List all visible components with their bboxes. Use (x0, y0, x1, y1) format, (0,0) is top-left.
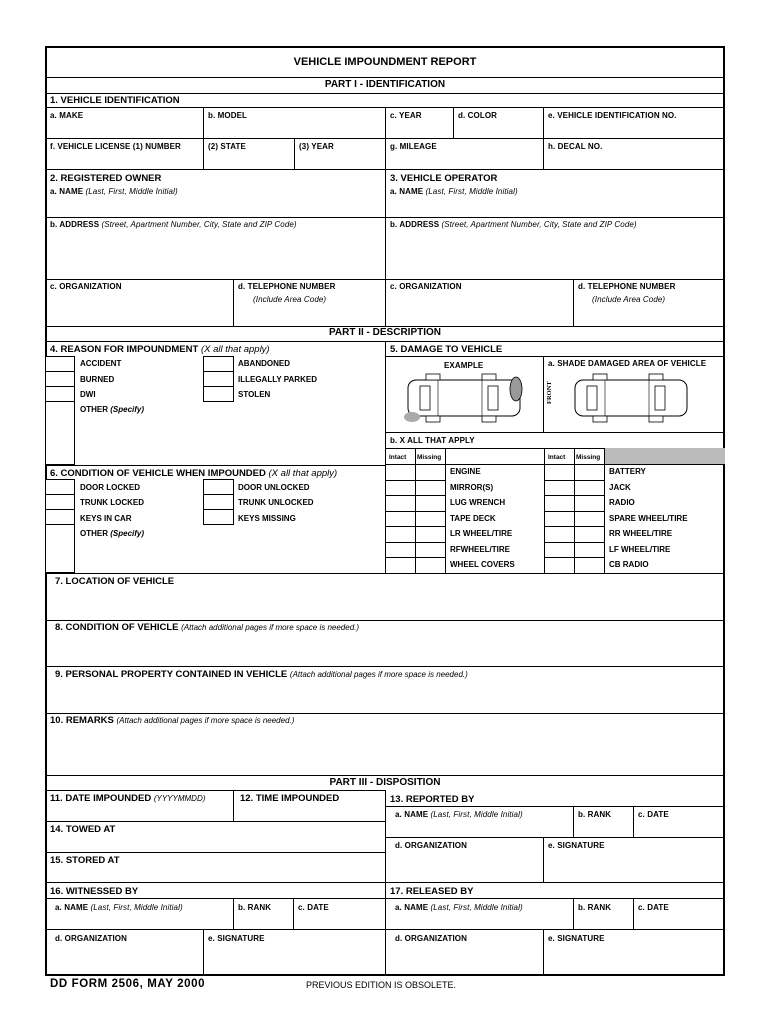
item-lug-wrench[interactable]: LUG WRENCH (450, 498, 506, 507)
item-battery[interactable]: BATTERY (609, 467, 646, 476)
license-year-field[interactable]: (3) YEAR (299, 142, 334, 151)
decal-field[interactable]: h. DECAL NO. (548, 142, 603, 151)
reported-org-field[interactable]: d. ORGANIZATION (395, 841, 468, 850)
cond-keys-missing[interactable]: KEYS MISSING (238, 514, 296, 523)
s4-heading: 4. REASON FOR IMPOUNDMENT (X all that apply) (50, 344, 270, 355)
form-number: DD FORM 2506, MAY 2000 (50, 978, 206, 990)
part1-heading: PART I - IDENTIFICATION (324, 79, 446, 90)
s17-heading: 17. RELEASED BY (390, 886, 474, 897)
owner-address-field[interactable]: b. ADDRESS (Street, Apartment Number, City, State and ZIP Code) (50, 220, 297, 229)
model-field[interactable]: b. MODEL (208, 111, 248, 120)
item-spare-wheel[interactable]: SPARE WHEEL/TIRE (609, 514, 688, 523)
reported-signature-field[interactable]: e. SIGNATURE (548, 841, 605, 850)
make-field[interactable]: a. MAKE (50, 111, 84, 120)
year-field[interactable]: c. YEAR (390, 111, 422, 120)
operator-org-field[interactable]: c. ORGANIZATION (390, 282, 462, 291)
released-org-field[interactable]: d. ORGANIZATION (395, 934, 468, 943)
witness-date-field[interactable]: c. DATE (298, 903, 329, 912)
obsolete-note: PREVIOUS EDITION IS OBSOLETE. (306, 980, 457, 990)
reported-date-field[interactable]: c. DATE (638, 810, 669, 819)
personal-property-field[interactable]: 9. PERSONAL PROPERTY CONTAINED IN VEHICLE (Attach additional pages if more space is needed.) (55, 669, 468, 680)
witness-rank-field[interactable]: b. RANK (238, 903, 272, 912)
s5-heading: 5. DAMAGE TO VEHICLE (390, 344, 503, 355)
item-mirrors[interactable]: MIRROR(S) (450, 483, 494, 492)
owner-phone-hint: (Include Area Code) (253, 295, 327, 304)
time-impounded-field[interactable]: 12. TIME IMPOUNDED (240, 793, 340, 804)
s3-heading: 3. VEHICLE OPERATOR (390, 173, 498, 184)
released-name-field[interactable]: a. NAME (Last, First, Middle Initial) (395, 903, 523, 912)
front-label: FRONT (546, 381, 553, 404)
license-state-field[interactable]: (2) STATE (208, 142, 246, 151)
stored-at-field[interactable]: 15. STORED AT (50, 855, 120, 866)
date-impounded-field[interactable]: 11. DATE IMPOUNDED (YYYYMMDD) (50, 793, 206, 804)
mileage-field[interactable]: g. MILEAGE (390, 142, 437, 151)
s16-heading: 16. WITNESSED BY (50, 886, 139, 897)
reason-dwi[interactable]: DWI (80, 390, 96, 399)
item-radio[interactable]: RADIO (609, 498, 635, 507)
s2-heading: 2. REGISTERED OWNER (50, 173, 162, 184)
intact-header-right: Intact (548, 454, 566, 461)
owner-org-field[interactable]: c. ORGANIZATION (50, 282, 122, 291)
part2-heading: PART II - DESCRIPTION (328, 327, 442, 338)
license-number-field[interactable]: f. VEHICLE LICENSE (1) NUMBER (50, 142, 181, 151)
released-signature-field[interactable]: e. SIGNATURE (548, 934, 605, 943)
condition-field[interactable]: 8. CONDITION OF VEHICLE (Attach additional pages if more space is needed.) (55, 622, 360, 633)
item-tape-deck[interactable]: TAPE DECK (450, 514, 496, 523)
cond-trunk-unlocked[interactable]: TRUNK UNLOCKED (238, 498, 314, 507)
witness-name-field[interactable]: a. NAME (Last, First, Middle Initial) (55, 903, 183, 912)
item-lr-wheel[interactable]: LR WHEEL/TIRE (450, 529, 513, 538)
item-engine[interactable]: ENGINE (450, 467, 481, 476)
damage-xall-label: b. X ALL THAT APPLY (390, 436, 475, 445)
item-jack[interactable]: JACK (609, 483, 631, 492)
remarks-field[interactable]: 10. REMARKS (Attach additional pages if more space is needed.) (50, 715, 295, 726)
missing-header-right: Missing (576, 454, 601, 461)
s13-heading: 13. REPORTED BY (390, 794, 475, 805)
reason-burned[interactable]: BURNED (80, 375, 115, 384)
witness-signature-field[interactable]: e. SIGNATURE (208, 934, 265, 943)
cond-door-locked[interactable]: DOOR LOCKED (80, 483, 140, 492)
vin-field[interactable]: e. VEHICLE IDENTIFICATION NO. (548, 111, 677, 120)
shade-car-diagram[interactable] (565, 372, 695, 424)
part3-heading: PART III - DISPOSITION (329, 777, 441, 788)
s6-heading: 6. CONDITION OF VEHICLE WHEN IMPOUNDED (X all that apply) (50, 468, 338, 479)
reported-name-field[interactable]: a. NAME (Last, First, Middle Initial) (395, 810, 523, 819)
location-field[interactable]: 7. LOCATION OF VEHICLE (55, 576, 175, 587)
reason-illegally-parked[interactable]: ILLEGALLY PARKED (238, 375, 317, 384)
towed-at-field[interactable]: 14. TOWED AT (50, 824, 116, 835)
cond-trunk-locked[interactable]: TRUNK LOCKED (80, 498, 144, 507)
form-title: VEHICLE IMPOUNDMENT REPORT (293, 56, 477, 68)
cond-keys-in-car[interactable]: KEYS IN CAR (80, 514, 132, 523)
damage-shade-label: a. SHADE DAMAGED AREA OF VEHICLE (548, 359, 707, 368)
missing-header-left: Missing (417, 454, 442, 461)
item-cb-radio[interactable]: CB RADIO (609, 560, 649, 569)
released-rank-field[interactable]: b. RANK (578, 903, 612, 912)
cond-other[interactable]: OTHER (Specify) (80, 529, 145, 538)
operator-phone-field[interactable]: d. TELEPHONE NUMBER (578, 282, 676, 291)
item-rr-wheel[interactable]: RR WHEEL/TIRE (609, 529, 673, 538)
owner-phone-field[interactable]: d. TELEPHONE NUMBER (238, 282, 336, 291)
reason-stolen[interactable]: STOLEN (238, 390, 271, 399)
item-lf-wheel[interactable]: LF WHEEL/TIRE (609, 545, 671, 554)
reason-abandoned[interactable]: ABANDONED (238, 359, 290, 368)
color-field[interactable]: d. COLOR (458, 111, 498, 120)
released-date-field[interactable]: c. DATE (638, 903, 669, 912)
witness-org-field[interactable]: d. ORGANIZATION (55, 934, 128, 943)
cond-door-unlocked[interactable]: DOOR UNLOCKED (238, 483, 310, 492)
operator-phone-hint: (Include Area Code) (592, 295, 666, 304)
item-wheel-covers[interactable]: WHEEL COVERS (450, 560, 515, 569)
damage-example-label: EXAMPLE (444, 361, 484, 370)
operator-address-field[interactable]: b. ADDRESS (Street, Apartment Number, City, State and ZIP Code) (390, 220, 637, 229)
item-rf-wheel[interactable]: RFWHEEL/TIRE (450, 545, 510, 554)
reported-rank-field[interactable]: b. RANK (578, 810, 612, 819)
reason-accident[interactable]: ACCIDENT (80, 359, 122, 368)
example-car-diagram (398, 372, 528, 424)
reason-other[interactable]: OTHER (Specify) (80, 405, 145, 414)
operator-name-field[interactable]: a. NAME (Last, First, Middle Initial) (390, 187, 518, 196)
intact-header-left: Intact (389, 454, 407, 461)
s1-heading: 1. VEHICLE IDENTIFICATION (50, 95, 180, 106)
owner-name-field[interactable]: a. NAME (Last, First, Middle Initial) (50, 187, 178, 196)
